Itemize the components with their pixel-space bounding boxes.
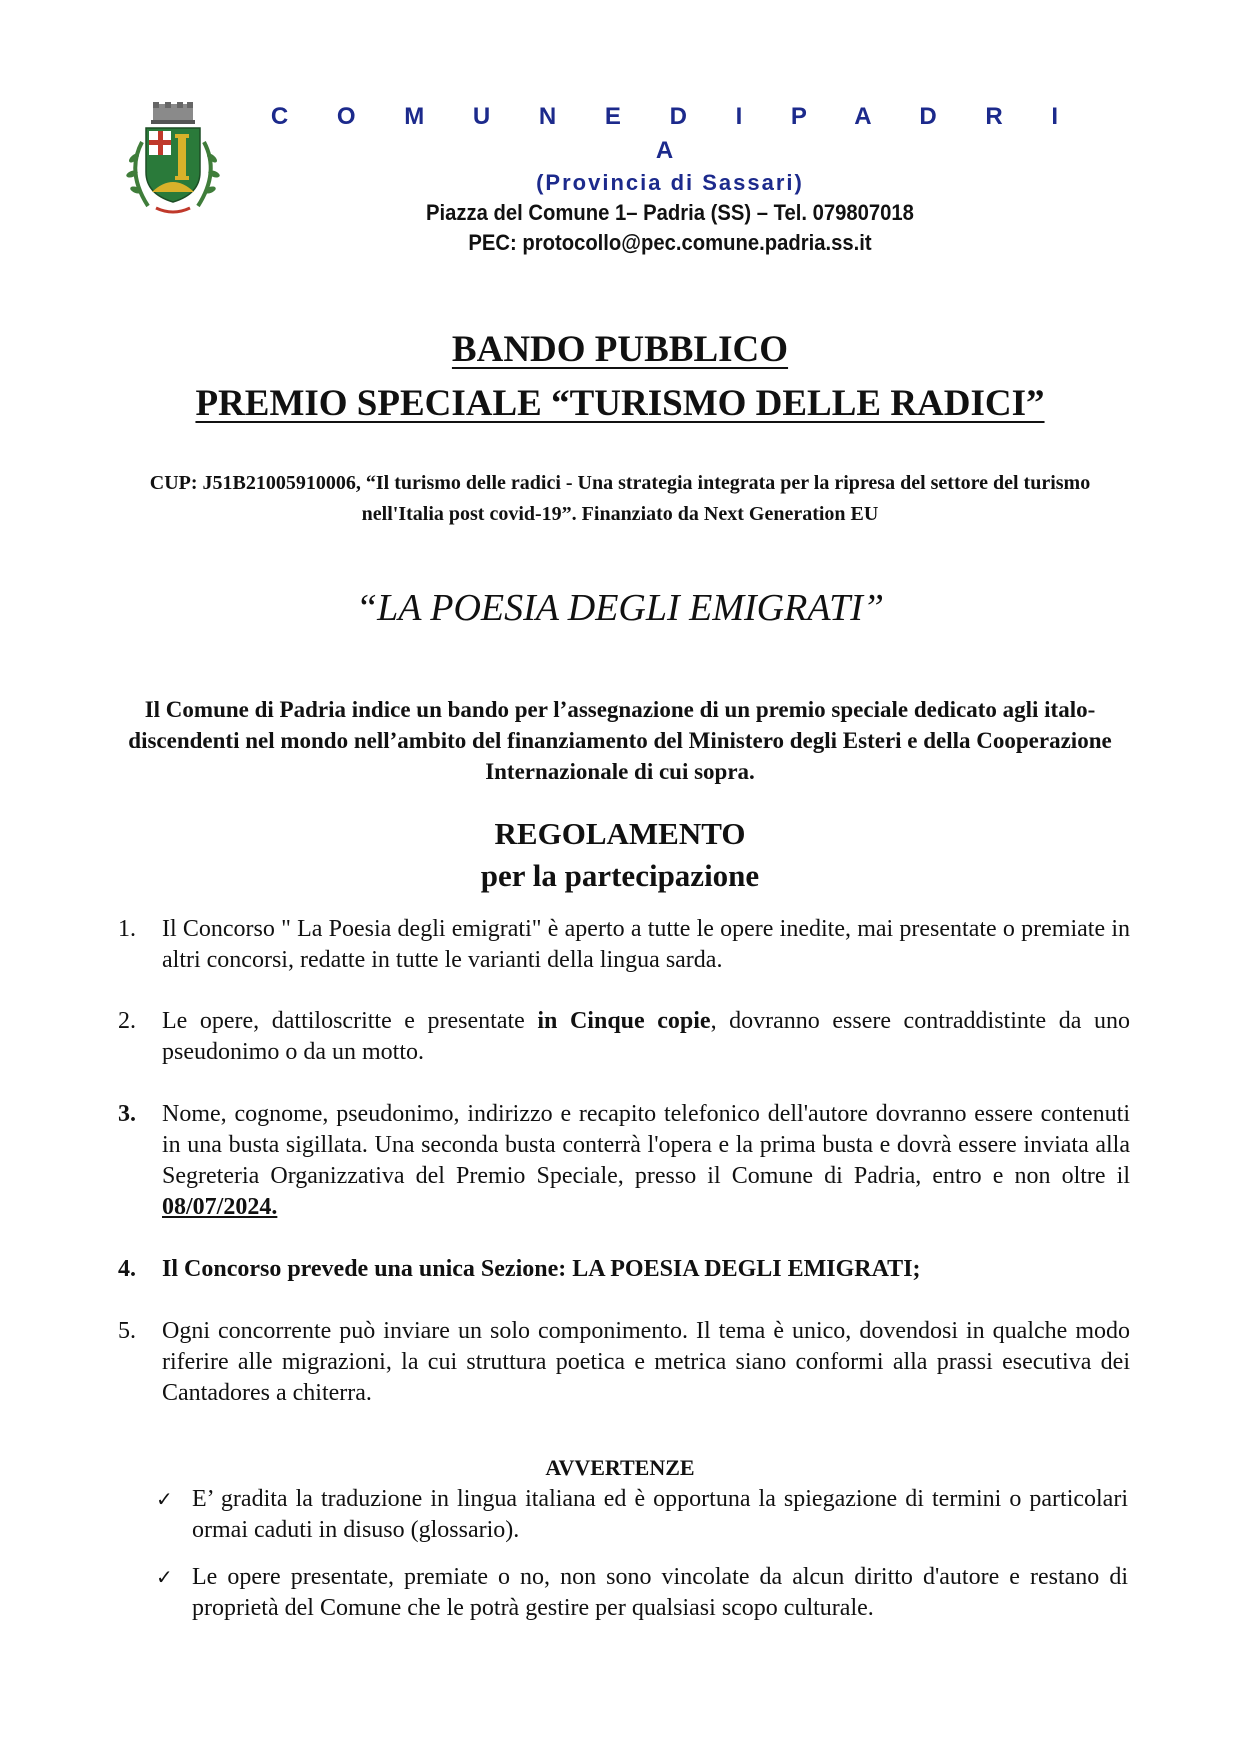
rule-text: Ogni concorrente può inviare un solo componimento. Il tema è unico, dovendosi in qualche modo riferire alle migrazioni, la cui struttura poetica e metrica siano conformi alla prassi esecutiva dei Cantadores a chiterra. — [162, 1318, 1130, 1406]
avvertenza-item-2 — [156, 1562, 1128, 1624]
cup-code: CUP: J51B21005910006 — [149, 472, 356, 494]
intro-paragraph: Il Comune di Padria indice un bando per l’assegnazione di un premio speciale dedicato agli italo-discendenti nel mondo nell’ambito del finanziamento del Ministero degli Esteri e della Cooperazione Internazionale di cui sopra. — [128, 697, 1112, 784]
avvertenza-text: E’ gradita la traduzione in lingua italiana ed è opportuna la spiegazione di termini o particolari ormai caduti in disuso (glossario). — [192, 1486, 1128, 1543]
letterhead — [250, 100, 1090, 258]
checkmark-icon: ✓ — [156, 1565, 173, 1589]
rule-item-5 — [118, 1316, 1130, 1409]
rule-text: Il Concorso prevede una unica Sezione: LA POESIA DEGLI EMIGRATI; — [162, 1256, 921, 1282]
cup-paragraph — [110, 468, 1130, 530]
checkmark-icon: ✓ — [156, 1487, 173, 1511]
rule-item-2 — [118, 1006, 1130, 1068]
rule-text: Nome, cognome, pseudonimo, indirizzo e recapito telefonico dell'autore dovranno essere contenuti in una busta sigillata. Una seconda busta conterrà l'opera e la prima busta e dovrà essere inviata alla Segreteria Organizzativa del Premio Speciale, presso il Comune di Padria, entro e non oltre il 08/07/2024. — [162, 1101, 1130, 1220]
address: Piazza del Comune 1– Padria (SS) – Tel. 079807018 — [426, 200, 914, 225]
pec-address: PEC: protocollo@pec.comune.padria.ss.it — [468, 230, 872, 255]
avvertenza-text: Le opere presentate, premiate o no, non sono vincolate da alcun diritto d'autore e restano di proprietà del Comune che le potrà gestire per qualsiasi scopo culturale. — [192, 1564, 1128, 1621]
rule-item-3 — [118, 1099, 1130, 1223]
rule-number: 2. — [118, 1008, 136, 1034]
rule-text: Il Concorso " La Poesia degli emigrati" è aperto a tutte le opere inedite, mai presentate o premiate in altri concorsi, redatte in tutte le varianti della lingua sarda. — [162, 916, 1130, 973]
rule-emphasis: in Cinque copie — [537, 1008, 711, 1034]
avvertenze-heading: AVVERTENZE — [545, 1455, 695, 1480]
title-line-1: BANDO PUBBLICO — [451, 329, 789, 370]
provincia: (Provincia di Sassari) — [536, 170, 804, 195]
rule-number: 5. — [118, 1318, 136, 1344]
cup-description: , “Il turismo delle radici - Una strategia integrata per la ripresa del settore del turismo nell'Italia post covid-19”. Finanziato da Next Generation EU — [355, 472, 1091, 525]
rule-item-4 — [118, 1254, 1130, 1285]
regolamento-heading: REGOLAMENTO — [494, 816, 746, 851]
municipal-crest-icon — [118, 102, 228, 224]
rule-item-1 — [118, 914, 1130, 976]
deadline-date: 08/07/2024. — [162, 1194, 278, 1220]
comune-name: C O M U N E D I P A D R I A — [270, 103, 1080, 164]
avvertenza-item-1 — [156, 1484, 1128, 1546]
contest-subtitle: “LA POESIA DEGLI EMIGRATI” — [355, 587, 885, 629]
title-line-2: PREMIO SPECIALE “TURISMO DELLE RADICI” — [195, 383, 1045, 424]
rule-number: 1. — [118, 916, 136, 942]
rule-text: Le opere, dattiloscritte e presentate in Cinque copie, dovranno essere contraddistinte da uno pseudonimo o da un motto. — [162, 1008, 1130, 1065]
regolamento-subheading: per la partecipazione — [480, 858, 760, 893]
rule-number: 3. — [118, 1101, 136, 1127]
rule-number: 4. — [118, 1256, 136, 1282]
